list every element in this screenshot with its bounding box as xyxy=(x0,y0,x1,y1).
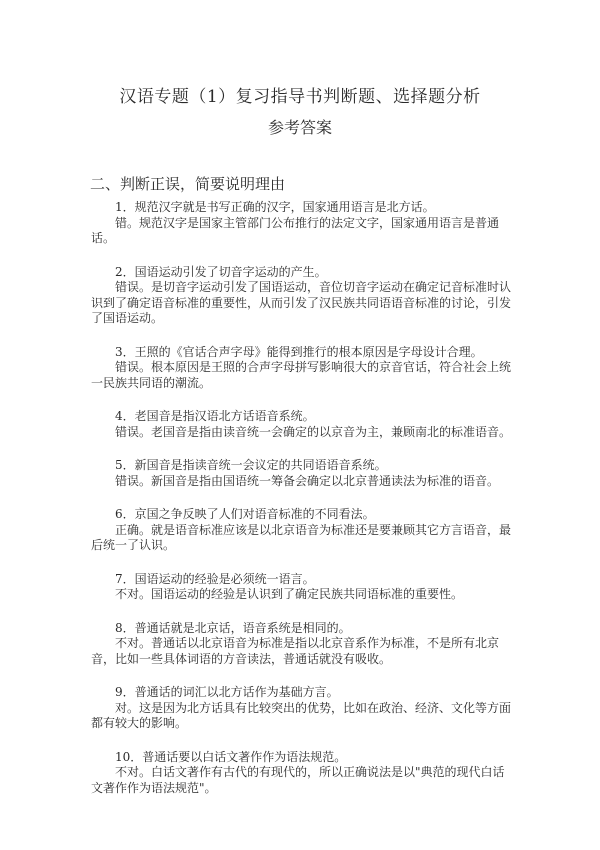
document-title: 汉语专题（1）复习指导书判断题、选择题分析 xyxy=(119,87,481,107)
answer-text: 错误。是切音字运动引发了国语运动，音位切音字运动在确定记音标准时认识到了确定语音标准的重要性，从而引发了汉民族共同语语音标准的讨论，引发了国语运动。 xyxy=(91,280,512,325)
question-item xyxy=(91,200,511,247)
answer-text: 不对。白话文著作有古代的有现代的，所以正确说法是以"典范的现代白话文著作作为语法规范"。 xyxy=(91,765,505,795)
question-text: 5．新国音是指读音统一会议定的共同语语音系统。 xyxy=(115,458,387,472)
answer-text: 错误。根本原因是王照的合声字母拼写影响很大的京音官话，符合社会上统一民族共同语的潮流。 xyxy=(91,360,512,390)
question-item xyxy=(91,572,511,603)
question-text: 7．国语运动的经验是必须统一语言。 xyxy=(115,571,315,586)
question-item xyxy=(91,345,511,392)
answer-text: 对。这是因为北方话具有比较突出的优势，比如在政治、经济、文化等方面都有较大的影响。 xyxy=(91,700,512,730)
question-text: 10．普通话要以白话文著作作为语法规范。 xyxy=(115,749,347,764)
question-item xyxy=(91,507,511,554)
answer-text: 不对。普通话以北京语音为标准是指以北京音系作为标准，不是所有北京音，比如一些具体词语的方音读法，普通话就没有吸收。 xyxy=(91,636,500,666)
question-item xyxy=(91,750,511,797)
answer-text: 错。规范汉字是国家主管部门公布推行的法定文字，国家通用语言是普通话。 xyxy=(91,215,500,245)
answer-text: 错误。新国音是指由国语统一筹备会确定以北京普通读法为标准的语音。 xyxy=(115,473,500,488)
question-text: 1．规范汉字就是书写正确的汉字，国家通用语言是北方话。 xyxy=(115,200,435,214)
answer-text: 正确。就是语音标准应该是以北京语音为标准还是要兼顾其它方言语音，最后统一了认识。 xyxy=(91,522,512,552)
answer-text: 不对。国语运动的经验是认识到了确定民族共同语标准的重要性。 xyxy=(115,587,464,601)
question-item xyxy=(91,621,511,668)
section-heading: 二、判断正误，简要说明理由 xyxy=(90,175,286,193)
question-item xyxy=(91,458,511,489)
question-item xyxy=(91,265,511,327)
question-text: 8．普通话就是北京话，语音系统是相同的。 xyxy=(115,620,351,635)
question-text: 6．京国之争反映了人们对语音标准的不同看法。 xyxy=(115,507,375,521)
document-subtitle: 参考答案 xyxy=(267,118,332,137)
question-item xyxy=(91,685,511,732)
question-text: 3．王照的《官话合声字母》能得到推行的根本原因是字母设计合理。 xyxy=(115,344,483,359)
question-text: 2．国语运动引发了切音字运动的产生。 xyxy=(115,264,327,279)
question-text: 4．老国音是指汉语北方话语音系统。 xyxy=(115,409,315,423)
answer-text: 错误。老国音是指由读音统一会确定的以京音为主，兼顾南北的标准语音。 xyxy=(115,424,512,439)
question-item xyxy=(91,409,511,440)
question-text: 9．普通话的词汇以北方话作为基础方言。 xyxy=(115,685,339,699)
question-list xyxy=(91,200,511,814)
